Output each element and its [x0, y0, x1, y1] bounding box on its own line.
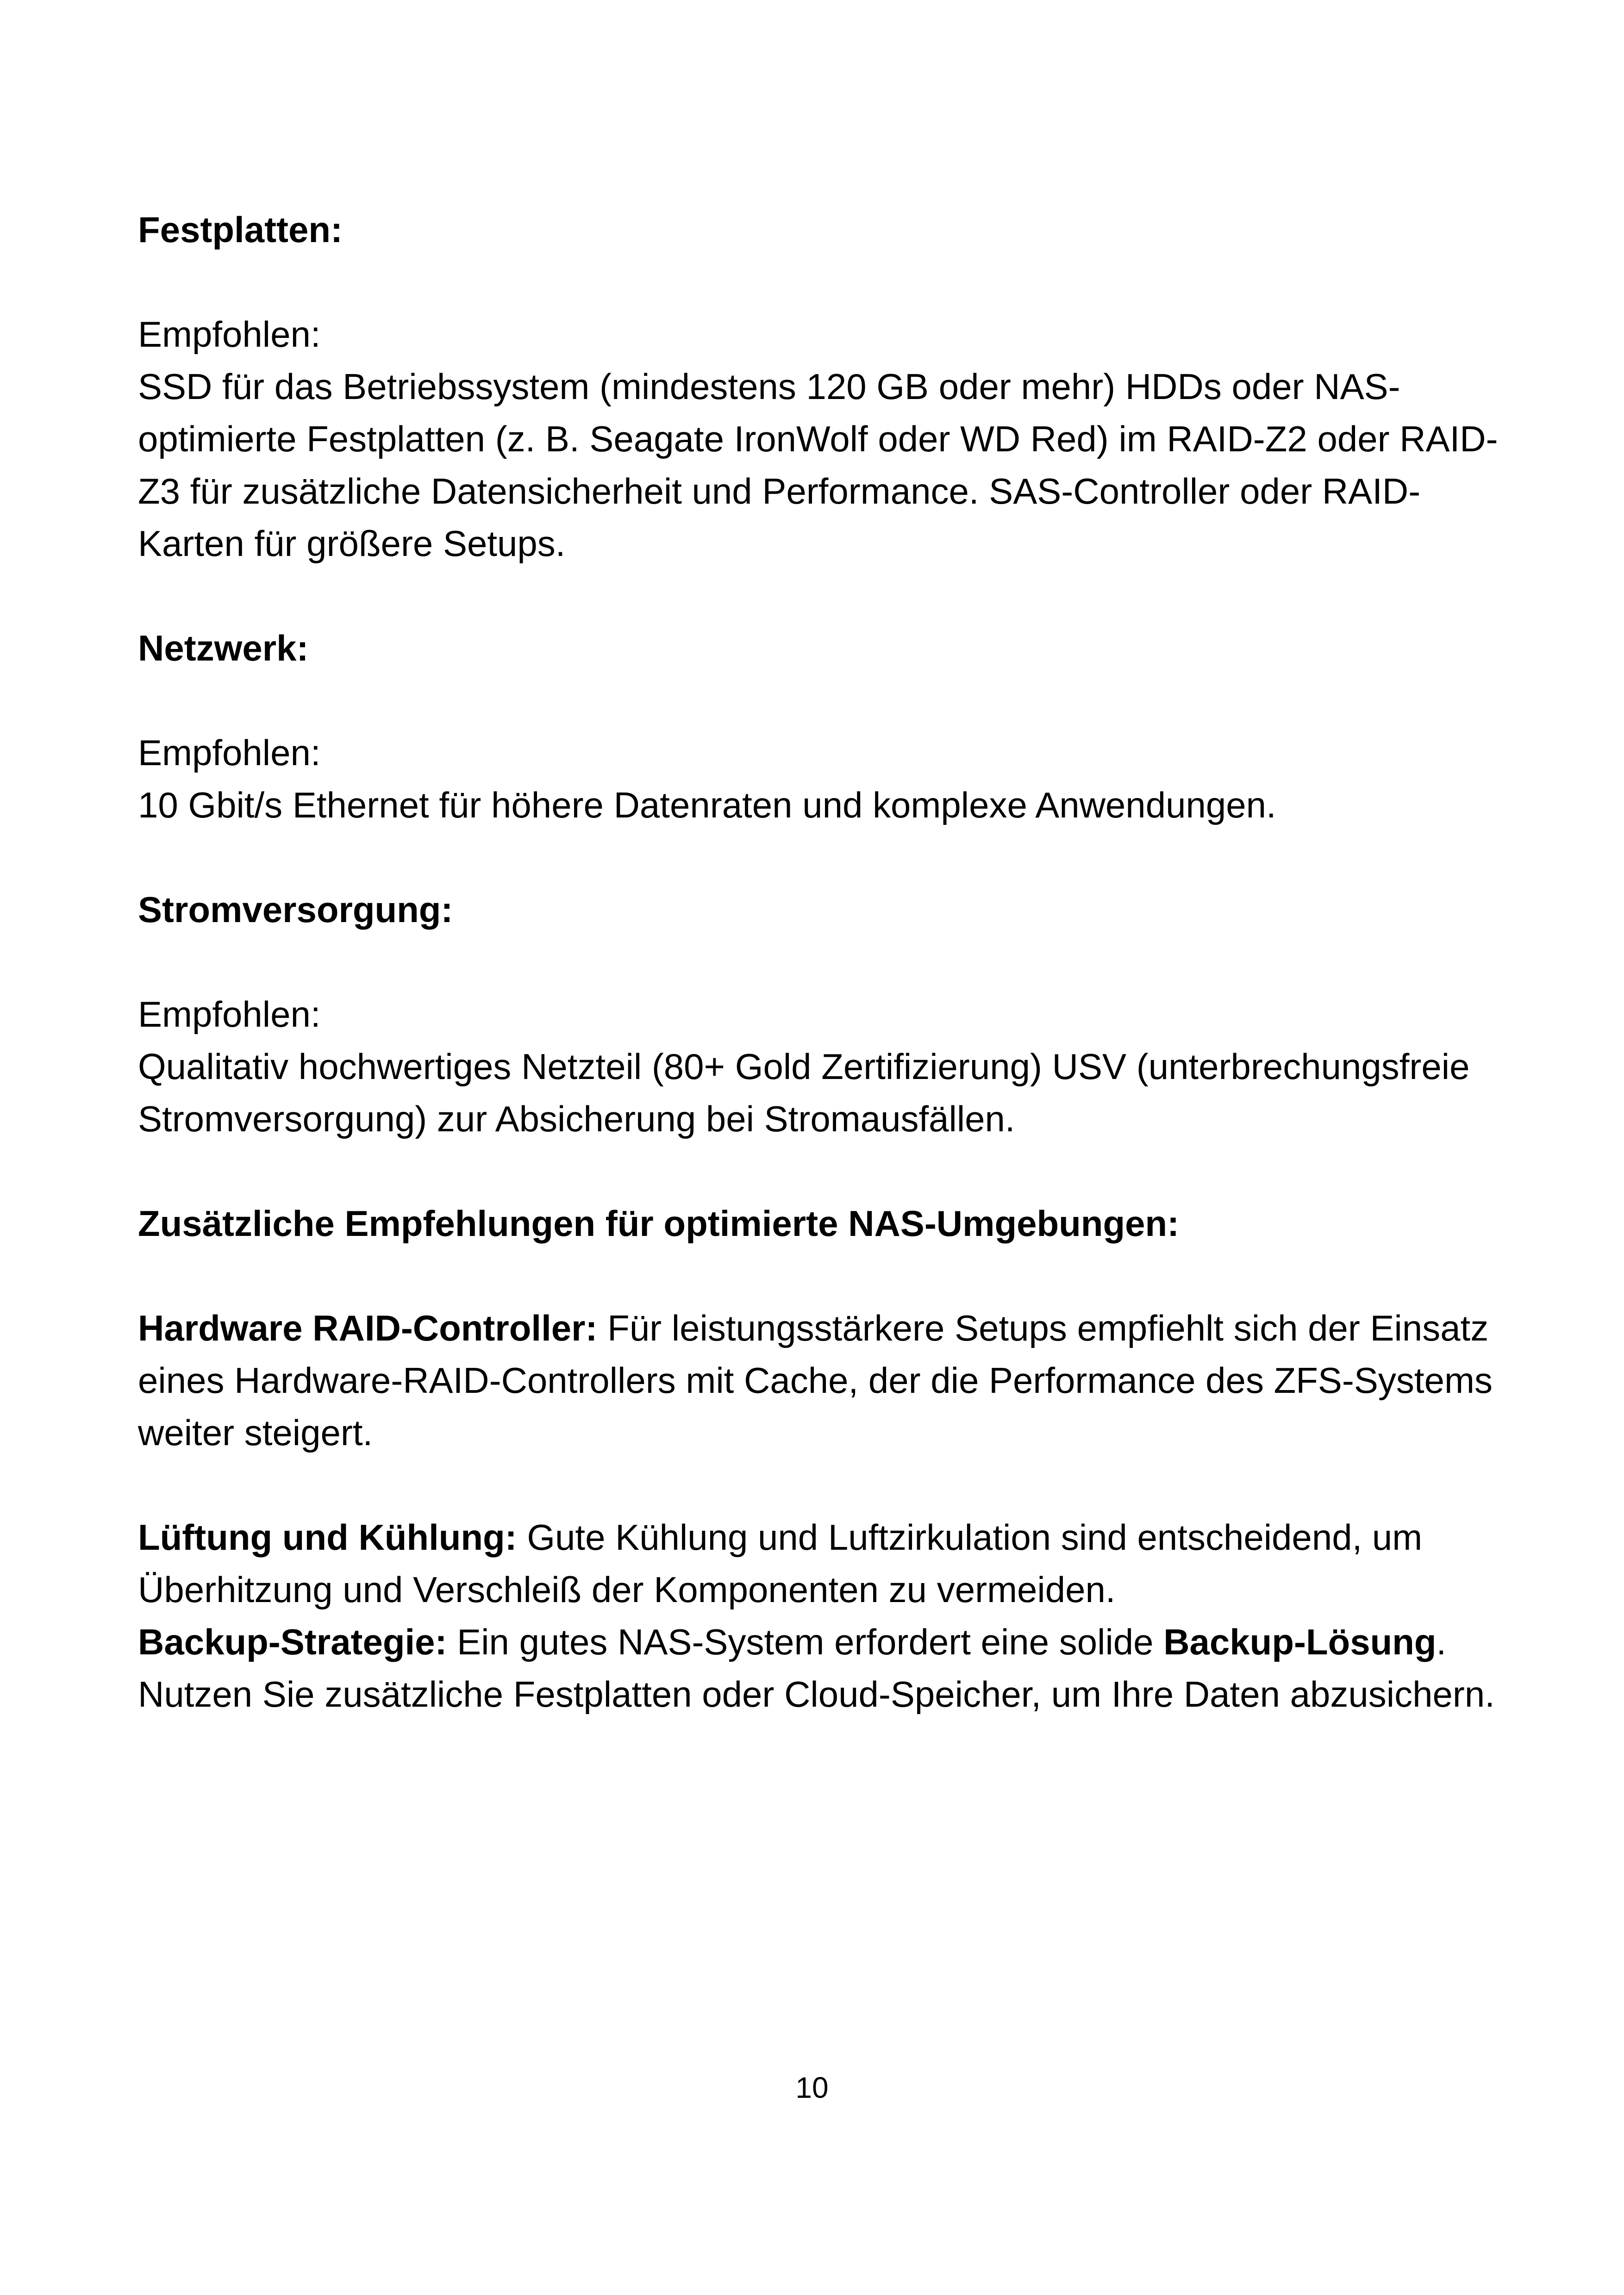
heading-stromversorgung: Stromversorgung:: [138, 889, 453, 930]
text-stromversorgung: Qualitativ hochwertiges Netzteil (80+ Gold Zertifizierung) USV (unterbrechungsfreie Stromversorgung) zur Absicherung bei Stromausfällen.: [138, 1046, 1470, 1139]
text-raid-controller: Für leistungsstärkere Setups empfiehlt sich der Einsatz eines Hardware-RAID-Controllers mit Cache, der die Performance des ZFS-Systems weiter steigert.: [138, 1308, 1493, 1453]
bold-backup-loesung: Backup-Lösung: [1163, 1621, 1437, 1662]
spacer: [138, 570, 1504, 622]
spacer: [138, 936, 1504, 988]
text-lueftung: Gute Kühlung und Luftzirkulation sind entscheidend, um Überhitzung und Verschleiß der Komponenten zu vermeiden.: [138, 1517, 1423, 1610]
lead-lueftung: Lüftung und Kühlung:: [138, 1517, 517, 1558]
paragraph-raid-controller: [138, 1302, 1504, 1459]
heading-zusaetzliche-empfehlungen: Zusätzliche Empfehlungen für optimierte NAS-Umgebungen:: [138, 1203, 1180, 1244]
page-number: 10: [795, 2071, 829, 2104]
spacer: [138, 1459, 1504, 1511]
spacer: [138, 831, 1504, 884]
label-empfohlen-stromversorgung: Empfohlen:: [138, 994, 321, 1035]
text-backup-1: Ein gutes NAS-System erfordert eine solide: [447, 1621, 1164, 1662]
text-netzwerk: 10 Gbit/s Ethernet für höhere Datenraten und komplexe Anwendungen.: [138, 785, 1276, 825]
paragraph-backup: [138, 1616, 1504, 1721]
label-empfohlen-netzwerk: Empfohlen:: [138, 732, 321, 773]
page-content: [138, 204, 1504, 1721]
text-festplatten: SSD für das Betriebssystem (mindestens 120 GB oder mehr) HDDs oder NAS-optimierte Festplatten (z. B. Seagate IronWolf oder WD Red) im RAID-Z2 oder RAID-Z3 für zusätzliche Datensicherheit und Performance. SAS-Controller oder RAID-Karten für größere Setups.: [138, 366, 1498, 564]
heading-netzwerk: Netzwerk:: [138, 628, 309, 668]
spacer: [138, 1145, 1504, 1197]
label-empfohlen-festplatten: Empfohlen:: [138, 314, 321, 355]
spacer: [138, 256, 1504, 308]
lead-backup: Backup-Strategie:: [138, 1621, 447, 1662]
heading-festplatten: Festplatten:: [138, 209, 343, 250]
lead-raid-controller: Hardware RAID-Controller:: [138, 1308, 598, 1348]
spacer: [138, 1250, 1504, 1302]
text-backup-2: . Nutzen Sie zusätzliche Festplatten oder Cloud-Speicher, um Ihre Daten abzusichern.: [138, 1621, 1495, 1715]
spacer: [138, 674, 1504, 727]
paragraph-lueftung: [138, 1511, 1504, 1616]
